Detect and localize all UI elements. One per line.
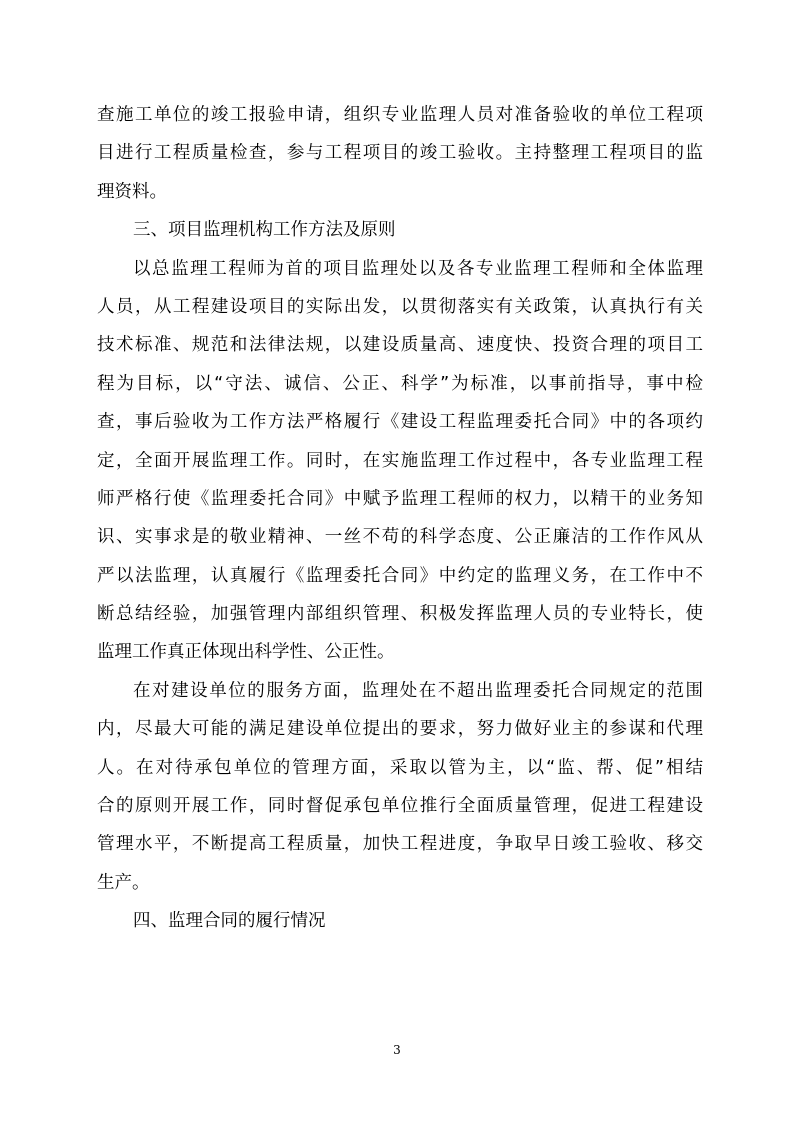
text-line: 断总结经验，加强管理内部组织管理、积极发挥监理人员的专业特长，使 [97,604,703,625]
text-line: 查施工单位的竣工报验申请，组织专业监理人员对准备验收的单位工程项 [97,105,703,125]
text-line: 内，尽最大可能的满足建设单位提出的要求，努力做好业主的参谋和代理 [97,719,703,740]
text-line: 生产。 [97,872,150,893]
text-line: 在对建设单位的服务方面，监理处在不超出监理委托合同规定的范围 [133,680,703,701]
text-line: 四、监理合同的履行情况 [133,911,326,932]
text-line: 技术标准、规范和法律法规，以建设质量高、速度快、投资合理的项目工 [97,335,703,356]
text-line: 定，全面开展监理工作。同时，在实施监理工作过程中，各专业监理工程 [97,450,703,471]
text-line: 目进行工程质量检查，参与工程项目的竣工验收。主持整理工程项目的监 [97,143,703,164]
text-line: 以总监理工程师为首的项目监理处以及各专业监理工程师和全体监理 [133,258,703,279]
text-line: 查，事后验收为工作方法严格履行《建设工程监理委托合同》中的各项约 [97,412,703,433]
page-number: 3 [393,1043,401,1057]
text-line: 严以法监理，认真履行《监理委托合同》中约定的监理义务，在工作中不 [97,565,703,586]
document-body [97,96,703,941]
text-line: 识、实事求是的敬业精神、一丝不苟的科学态度、公正廉洁的工作作风从 [97,527,703,548]
text-line: 程为目标，以“守法、诚信、公正、科学”为标准，以事前指导，事中检 [97,373,703,394]
text-line: 管理水平，不断提高工程质量，加快工程进度，争取早日竣工验收、移交 [97,834,703,855]
text-line: 合的原则开展工作，同时督促承包单位推行全面质量管理，促进工程建设 [97,796,703,817]
text-line: 理资料。 [97,181,167,202]
text-line: 师严格行使《监理委托合同》中赋予监理工程师的权力，以精干的业务知 [97,488,703,509]
text-line: 三、项目监理机构工作方法及原则 [133,220,396,241]
text-line: 监理工作真正体现出科学性、公正性。 [97,642,395,663]
text-line: 人。在对待承包单位的管理方面，采取以管为主，以“监、帮、促”相结 [97,757,703,778]
text-line: 人员，从工程建设项目的实际出发，以贯彻落实有关政策，认真执行有关 [97,296,703,317]
